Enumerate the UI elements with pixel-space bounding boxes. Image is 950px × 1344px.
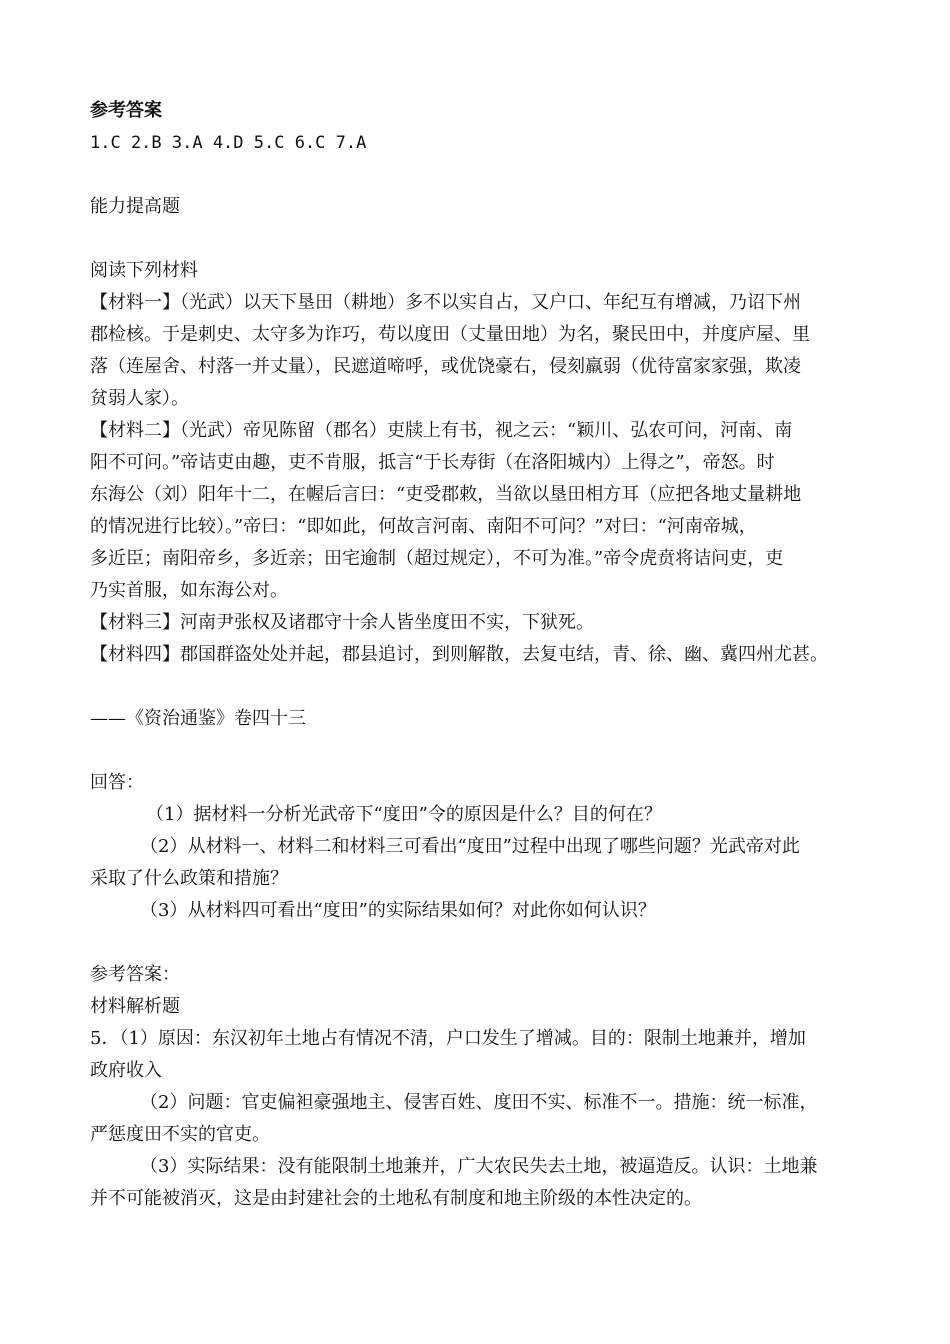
material-line: 东海公（刘）阳年十二，在幄后言曰：“吏受郡敕，当欲以垦田相方耳（应把各地丈量耕地 [90, 484, 802, 505]
answers-heading: 参考答案： [90, 964, 180, 985]
material-line: 乃实首服，如东海公对。 [90, 580, 288, 601]
material-line: 【材料二】（光武）帝见陈留（郡名）吏牍上有书，视之云：“颖川、弘农可问，河南、南 [90, 420, 793, 441]
material-line: 郡检核。于是刺史、太守多为诈巧，苟以度田（丈量田地）为名，聚民田中，并度庐屋、里 [90, 324, 810, 345]
material-line: 落（连屋舍、村落一并丈量），民遮道啼呼，或优饶豪右，侵刻羸弱（优待富家家强，欺凌 [90, 356, 801, 377]
answer-3-line: （3）实际结果：没有能限制土地兼并，广大农民失去土地，被逼造反。认识：土地兼 [140, 1156, 818, 1177]
answer-1-line: 政府收入 [90, 1060, 162, 1081]
question-1: （1）据材料一分析光武帝下“度田”令的原因是什么？目的何在？ [146, 804, 662, 825]
material-line: 阳不可问。”帝诘吏由趣，吏不肯服，抵言“于长寿街（在洛阳城内）上得之”，帝怒。时 [90, 452, 775, 473]
answer-1-line: 5．（1）原因：东汉初年土地占有情况不清，户口发生了增减。目的：限制土地兼并，增加 [90, 1028, 806, 1049]
material-line: 的情况进行比较）。”帝曰：“即如此，何故言河南、南阳不可问？”对曰：“河南帝城， [90, 516, 757, 537]
questions-label: 回答： [90, 772, 144, 793]
answer-key-list: 1.C 2.B 3.A 4.D 5.C 6.C 7.A [90, 133, 367, 153]
answer-3-line: 并不可能被消灭，这是由封建社会的土地私有制度和地主阶级的本性决定的。 [90, 1188, 702, 1209]
answer-key-heading: 参考答案 [90, 100, 162, 121]
material-three: 【材料三】河南尹张权及诸郡守十余人皆坐度田不实，下狱死。 [90, 612, 594, 633]
answer-2-line: 严惩度田不实的官吏。 [90, 1124, 270, 1145]
material-four: 【材料四】郡国群盗处处并起，郡县追讨，到则解散，去复屯结，青、徐、幽、冀四州尤甚。 [90, 644, 828, 665]
materials-intro: 阅读下列材料 [90, 260, 198, 281]
document-page [90, 95, 880, 1215]
section-title: 能力提高题 [90, 196, 180, 217]
material-line: 【材料一】（光武）以天下垦田（耕地）多不以实自占，又户口、年纪互有增减，乃诏下州 [90, 292, 801, 313]
answer-2-line: （2）问题：官吏偏袒豪强地主、侵害百姓、度田不实、标准不一。措施：统一标准， [140, 1092, 818, 1113]
question-3: （3）从材料四可看出“度田”的实际结果如何？对此你如何认识？ [140, 900, 656, 921]
material-source: ——《资治通鉴》卷四十三 [90, 708, 306, 729]
question-2-line: 采取了什么政策和措施？ [90, 868, 288, 889]
material-line: 多近臣；南阳帝乡，多近亲；田宅逾制（超过规定），不可为准。”帝令虎贲将诘问吏，吏 [90, 548, 784, 569]
material-two [90, 415, 880, 607]
answers-subheading: 材料解析题 [90, 996, 180, 1017]
material-one [90, 287, 880, 415]
question-2-line: （2）从材料一、材料二和材料三可看出“度田”过程中出现了哪些问题？光武帝对此 [140, 836, 800, 857]
material-line: 贫弱人家）。 [90, 388, 189, 409]
